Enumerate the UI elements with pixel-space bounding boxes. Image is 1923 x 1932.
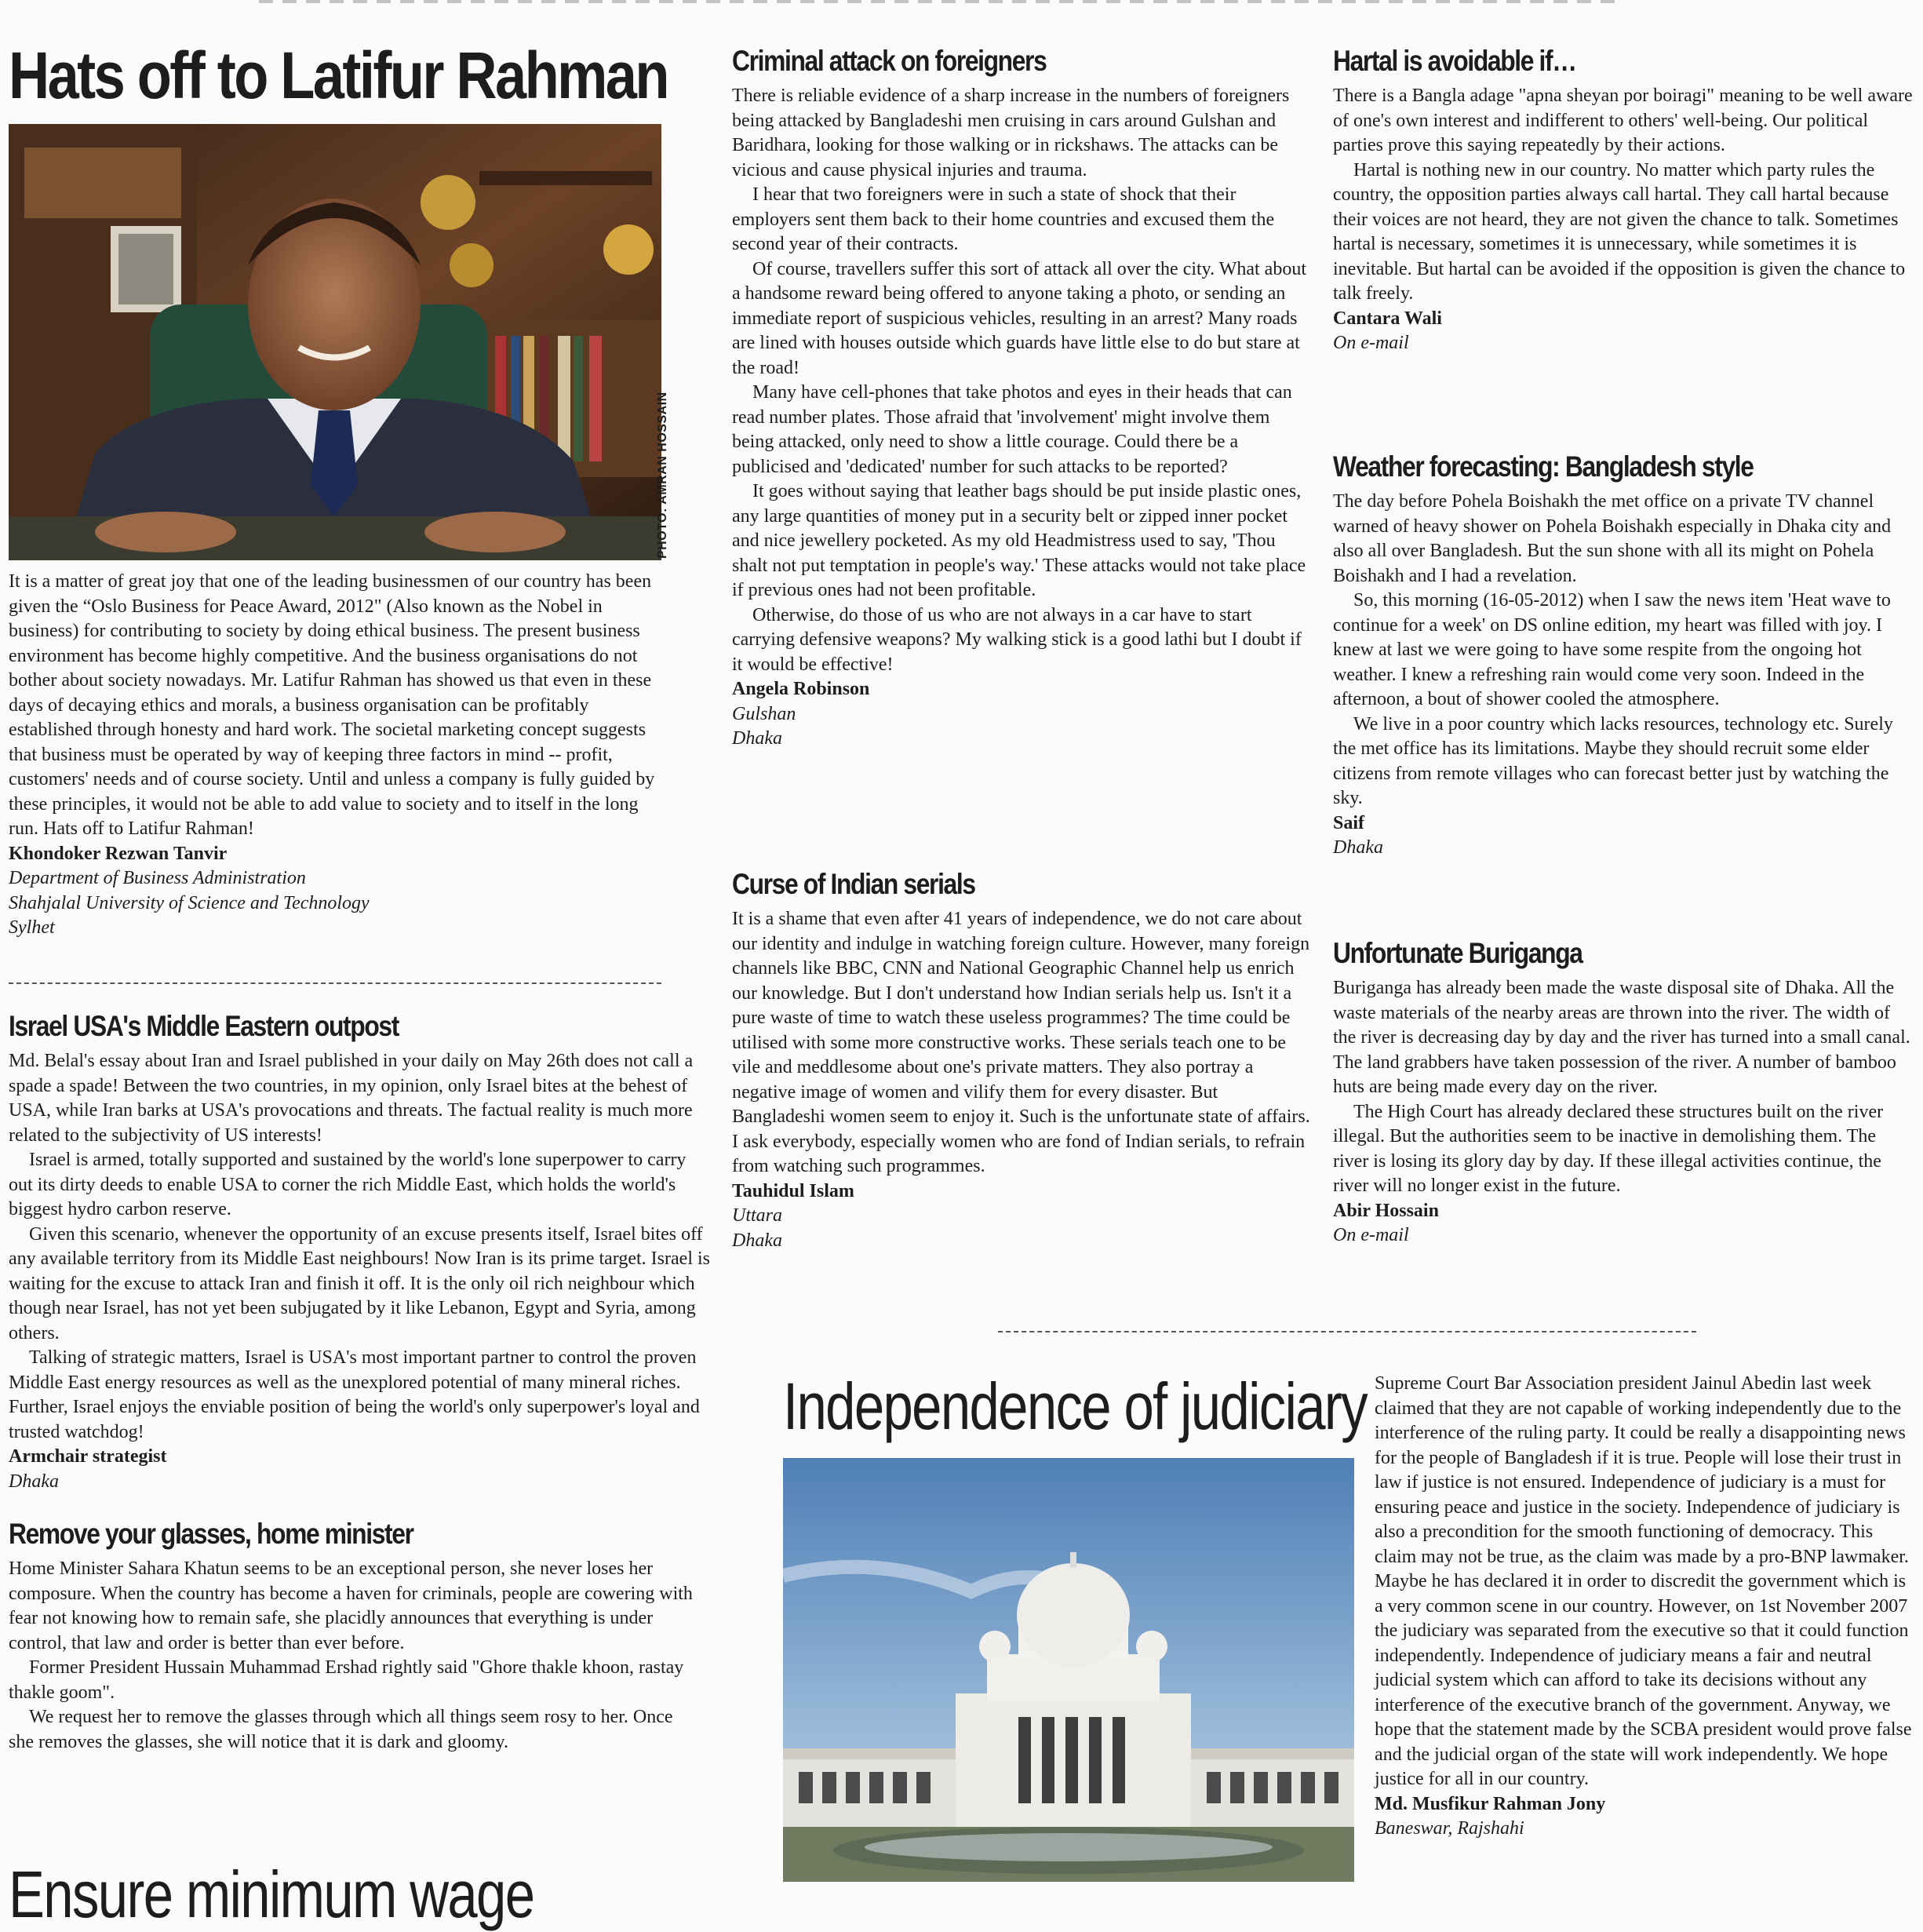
location-line: Dhaka [732, 1230, 782, 1251]
location-line: Dhaka [1333, 837, 1383, 858]
location-line: Dhaka [732, 728, 782, 749]
paragraph: There is reliable evidence of a sharp increase in the numbers of foreigners being attacked by Bangladeshi men cruising in cars around Gulshan and Baridhara, looking for those walking or in rickshaws. The attacks can be vicious and cause physical injuries and trauma. [732, 86, 1290, 180]
paragraph: I hear that two foreigners were in such a state of shock that their employers sent them back to their home countries and excused them the second year of their contracts. [732, 184, 1275, 254]
paragraph: We request her to remove the glasses through which all things seem rosy to her. Once she removes the glasses, she will notice that it is dark and gloomy. [9, 1707, 673, 1752]
article-israel [9, 1008, 712, 1494]
article-hartal [1333, 43, 1914, 356]
location-line: Department of Business Administration [9, 868, 306, 888]
headline-judiciary: Independence of judiciary [783, 1369, 1368, 1443]
paragraph: Of course, travellers suffer this sort of attack all over the city. What about a handsome reward being offered to anyone taking a photo, or sending an immediate report of suspicious vehicles, resulting in an arrest? Many roads are lined with houses outside which guards have little else to do but stare at the road! [732, 258, 1306, 378]
article-foreigners [732, 43, 1313, 752]
author: Abir Hossain [1333, 1200, 1439, 1221]
location-line: On e-mail [1333, 1225, 1409, 1245]
section-divider [9, 982, 661, 984]
paragraph: Home Minister Sahara Khatun seems to be an exceptional person, she never loses her composure. When the country has become a haven for criminals, people are cowering with fear not knowing how to remain safe, she placidly announces that everything is under control, that law and order is better than ever before. [9, 1558, 693, 1653]
article-buriganga [1333, 935, 1914, 1249]
location-line: Baneswar, Rajshahi [1375, 1818, 1524, 1839]
paragraph: Hartal is nothing new in our country. No matter which party rules the country, the opposition parties always call hartal. They call hartal because their voices are not heard, they are not given the chance to talk. Sometimes hartal is necessary, sometimes it is unnecessary, while sometimes it is inevitable. But hartal can be avoided if the opposition is given the chance to talk freely. [1333, 159, 1906, 304]
location-line: On e-mail [1333, 333, 1409, 353]
paragraph: It is a matter of great joy that one of the leading businessmen of our country has been given the “Oslo Business for Peace Award, 2012" (Also known as the Nobel in business) for contributing to society by doing ethical business. The present business environment has become highly competitive. And the business organisations do not bother about society nowadays. Mr. Latifur Rahman has showed us that even in these days of decaying ethics and morals, a business organisation can be profitably established through honesty and hard work. The societal marketing concept suggests that business must be operated by way of keeping three factors in mind -- profit, customers' needs and of course society. Until and unless a company is fully guided by these principles, it would not be able to add value to society and to itself in the long run. Hats off to Latifur Rahman! [9, 571, 655, 839]
paragraph: Given this scenario, whenever the opportunity of an excuse presents itself, Israel bites off any available territory from its Middle East neighbours! Now Iran is its prime target. Israel is waiting for the excuse to attack Iran and finish it off. It is the only oil rich neighbour which though near Israel, has not yet been subjugated by it like Lebanon, Egypt and Syria, among others. [9, 1223, 710, 1343]
author: Saif [1333, 812, 1365, 833]
paragraph: Former President Hussain Muhammad Ershad rightly said "Ghore thakle khoon, rastay thakle goom". [9, 1657, 684, 1703]
headline: Hartal is avoidable if… [1333, 45, 1576, 77]
paragraph: It goes without saying that leather bags should be put inside plastic ones, any large quantities of money put in a security belt or zipped inner pocket and nice jewellery pocketed. As my old Headmistress used to say, 'Thou shalt not put temptation in people's way.' These attacks would not take place if previous ones had not been profitable. [732, 481, 1306, 600]
headline: Weather forecasting: Bangladesh style [1333, 450, 1754, 483]
paragraph: It is a shame that even after 41 years of independence, we do not care about our identity and indulge in watching foreign culture. However, many foreign channels like BBC, CNN and National Geographic Channel help us enrich our knowledge. But I don't understand how Indian serials help us. Isn't it a pure waste of time to watch these useless programmes? The time could be utilised with some more constructive works. These serials teach one to be vile and meddlesome about one's private matters. They also portray a negative image of women and vilify them for every disaster. But Bangladeshi women seem to enjoy it. Such is the unfortunate state of affairs. I ask everybody, especially women who are fond of Indian serials, to refrain from watching such programmes. [732, 909, 1310, 1176]
paragraph: The day before Pohela Boishakh the met office on a private TV channel warned of heavy shower on Pohela Boishakh especially in Dhaka city and also all over Bangladesh. But the sun shone with all its might on Pohela Boishakh and I had a revelation. [1333, 491, 1892, 586]
judiciary-body [1375, 1372, 1916, 1842]
high-court-building-illustration [783, 1458, 1354, 1882]
author: Cantara Wali [1333, 308, 1442, 329]
author: Armchair strategist [9, 1446, 167, 1467]
headline: Israel USA's Middle Eastern outpost [9, 1010, 399, 1042]
paragraph: Israel is armed, totally supported and sustained by the world's lone superpower to carry out its dirty deeds to enable USA to corner the rich Middle East, which holds the world's biggest hydro carbon reserve. [9, 1150, 687, 1219]
section-divider [998, 1331, 1696, 1332]
location-line: Sylhet [9, 917, 55, 938]
headline-minimum-wage: Ensure minimum wage [9, 1857, 534, 1931]
headline: Curse of Indian serials [732, 868, 975, 900]
paragraph: Otherwise, do those of us who are not always in a car have to start carrying defensive weapons? My walking stick is a good lathi but I doubt if it would be effective! [732, 604, 1302, 675]
location-line: Uttara [732, 1205, 783, 1226]
headline: Criminal attack on foreigners [732, 45, 1047, 77]
paragraph: So, this morning (16-05-2012) when I saw the news item 'Heat wave to continue for a week' on DS online edition, my heart was filled with joy. I knew at last we were going to have some respite from the ongoing hot weather. I knew a refreshing rain would come very soon. Indeed in the afternoon, a bout of shower cooled the atmosphere. [1333, 590, 1891, 709]
latifur-body [9, 570, 662, 941]
author: Md. Musfikur Rahman Jony [1375, 1793, 1606, 1814]
article-weather [1333, 449, 1914, 861]
paragraph: There is a Bangla adage "apna sheyan por boiragi" meaning to be well aware of one's own interest and indifferent to others' well-being. Our political parties prove this saying repeatedly by their actions. [1333, 86, 1913, 155]
cropped-top-strip [259, 0, 1624, 3]
headline: Remove your glasses, home minister [9, 1518, 413, 1550]
location-line: Shahjalal University of Science and Technology [9, 892, 370, 913]
article-glasses [9, 1516, 699, 1755]
latifur-photo [9, 124, 661, 560]
headline: Unfortunate Buriganga [1333, 937, 1582, 969]
paragraph: The High Court has already declared these structures built on the river illegal. But the authorities seem to be inactive in demolishing them. The river is losing its glory day by day. If these illegal activities continue, the river will no longer exist in the future. [1333, 1101, 1884, 1196]
photo-credit: PHOTO: AMRAN HOSSAIN [656, 392, 669, 559]
paragraph: Talking of strategic matters, Israel is USA's most important partner to control the proven Middle East energy resources as well as the unexplored potential of many mineral riches. Further, Israel enjoys the enviable position of being the world's only superpower's loyal and trusted watchdog! [9, 1347, 700, 1442]
portrait-illustration [9, 124, 661, 560]
headline: Hats off to Latifur Rahman [9, 38, 668, 112]
paragraph: Many have cell-phones that take photos and eyes in their heads that can read number plates. Those afraid that 'involvement' might involve them being attacked, only need to show a little courage. Could there be a publicised and 'dedicated' number for such attacks to be reported? [732, 382, 1292, 477]
article-serials [732, 866, 1313, 1253]
article-latifur [9, 38, 715, 113]
location-line: Gulshan [732, 703, 796, 724]
paragraph: Supreme Court Bar Association president Jainul Abedin last week claimed that they are not capable of working independently due to the interference of the ruling party. It could be really a disappointing news for the people of Bangladesh if it is true. People will lose their trust in law if justice is not ensured. Independence of judiciary is a must for ensuring peace and justice in the society. Independence of judiciary is also a precondition for the smooth functioning of democracy. This claim may not be true, as the claim was made by a pro-BNP lawmaker. Maybe he has declared it in order to discredit the government which is a very common scene in our country. However, on 1st November 2007 the judiciary was separated from the executive so that it could function independently. Independence of judiciary means a fair and neutral judicial system which can afford to take its decisions without any interference of the executive branch of the government. Anyway, we hope that the statement made by the SCBA president would prove false and the judicial organ of the state will work independently. We hope justice for all in our country. [1375, 1373, 1912, 1789]
court-photo [783, 1458, 1354, 1882]
paragraph: Md. Belal's essay about Iran and Israel published in your daily on May 26th does not call a spade a spade! Between the two countries, in my opinion, only Israel bites at the behest of USA, while Iran barks at USA's provocations and threats. The factual reality is much more related to the subjectivity of US interests! [9, 1051, 694, 1146]
author: Angela Robinson [732, 679, 870, 699]
paragraph: We live in a poor country which lacks resources, technology etc. Surely the met office has its limitations. Maybe they should recruit some elder citizens from remote villages who can forecast better just by watching the sky. [1333, 713, 1893, 808]
author: Tauhidul Islam [732, 1180, 854, 1201]
location-line: Dhaka [9, 1471, 59, 1492]
paragraph: Buriganga has already been made the waste disposal site of Dhaka. All the waste materials of the nearby areas are thrown into the river. The width of the river is decreasing day by day and the river has turned into a small canal. The land grabbers have taken possession of the river. A number of bamboo huts are being made every day on the river. [1333, 978, 1910, 1097]
author: Khondoker Rezwan Tanvir [9, 843, 228, 864]
